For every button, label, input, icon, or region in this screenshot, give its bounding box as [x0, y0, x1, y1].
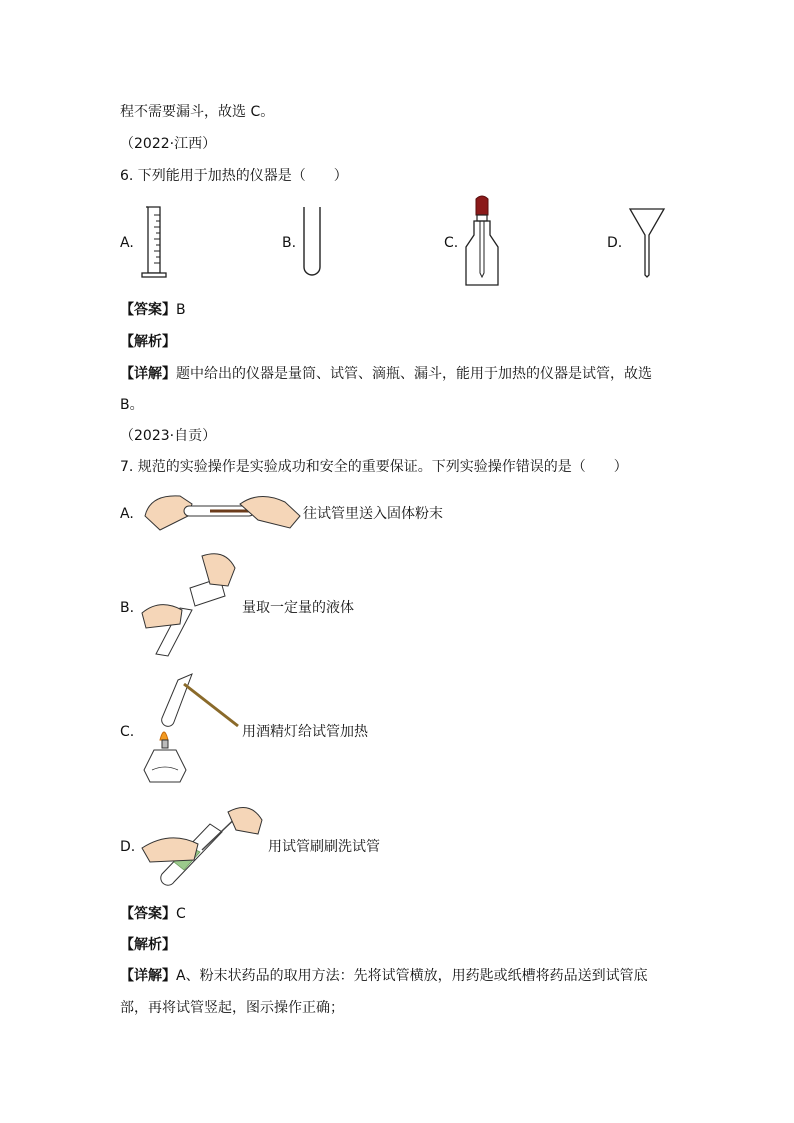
q7-answer-label: 【答案】: [120, 906, 176, 922]
q7-option-c-letter: C.: [120, 724, 135, 740]
q6-source: （2022·江西）: [120, 136, 217, 152]
alcohol-lamp-heating-illustration: [140, 670, 240, 790]
q6-stem: 6. 下列能用于加热的仪器是（ ）: [120, 168, 348, 184]
q6-option-c-letter: C.: [444, 235, 459, 251]
q7-option-a-caption: 往试管里送入固体粉末: [303, 506, 443, 522]
q7-detail: [120, 966, 648, 986]
q6-detail-label: 【详解】: [120, 366, 176, 382]
measuring-cylinder-icon: [140, 205, 170, 280]
dropper-bottle-icon: [462, 195, 502, 287]
tube-brush-illustration: [140, 800, 265, 890]
q7-answer-value: C: [176, 906, 186, 922]
q6-option-b-letter: B.: [282, 235, 297, 251]
q6-answer-label: 【答案】: [120, 302, 176, 318]
q7-stem: 7. 规范的实验操作是实验成功和安全的重要保证。下列实验操作错误的是（ ）: [120, 459, 628, 475]
powder-into-tube-illustration: [140, 486, 305, 536]
q6-option-d-letter: D.: [607, 235, 623, 251]
q6-detail-text-1: 题中给出的仪器是量筒、试管、滴瓶、漏斗，能用于加热的仪器是试管，故选: [176, 366, 652, 382]
q7-option-a-letter: A.: [120, 506, 134, 522]
q7-option-d-caption: 用试管刷刷洗试管: [268, 839, 380, 855]
q7-analysis-label: 【解析】: [120, 937, 176, 953]
intro-tail-text: 程不需要漏斗，故选 C。: [120, 104, 275, 120]
q7-option-b-letter: B.: [120, 600, 135, 616]
q7-detail-label: 【详解】: [120, 968, 176, 984]
q7-option-d-letter: D.: [120, 839, 136, 855]
q6-detail: [120, 364, 652, 384]
measure-liquid-illustration: [140, 548, 240, 663]
q6-analysis-label: 【解析】: [120, 334, 176, 350]
q7-answer: [120, 904, 186, 924]
funnel-icon: [628, 205, 668, 280]
test-tube-icon: [300, 205, 324, 280]
q7-option-c-caption: 用酒精灯给试管加热: [242, 724, 368, 740]
q6-answer-value: B: [176, 302, 186, 318]
q6-detail-text-2: B。: [120, 397, 144, 413]
q6-option-a-letter: A.: [120, 235, 134, 251]
q7-detail-text-1: A、粉末状药品的取用方法：先将试管横放，用药匙或纸槽将药品送到试管底: [176, 968, 648, 984]
q7-option-b-caption: 量取一定量的液体: [242, 600, 354, 616]
q6-answer: [120, 300, 186, 320]
q7-detail-text-2: 部，再将试管竖起，图示操作正确；: [120, 1000, 344, 1016]
q7-source: （2023·自贡）: [120, 428, 217, 444]
